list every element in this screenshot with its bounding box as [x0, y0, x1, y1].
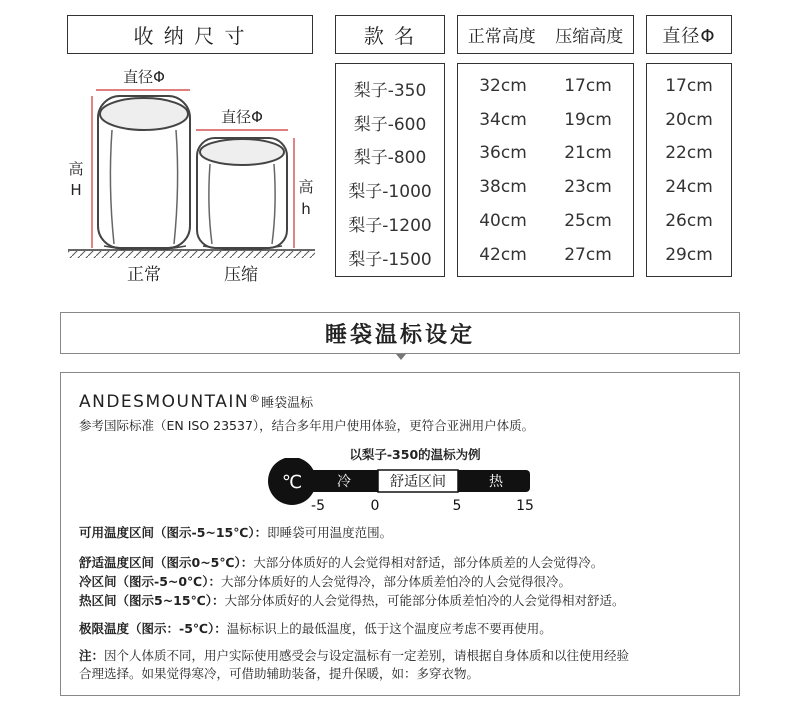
- note-hot-range: [79, 591, 624, 609]
- note-cold-range: [79, 572, 571, 590]
- normal-height-cell: 40cm: [479, 211, 527, 231]
- model-name-cell: 梨子-800: [353, 148, 427, 168]
- note-usable-range: [79, 523, 392, 541]
- note-text: 温标标识上的最低温度，低于这个温度应考虑不要再使用。: [226, 621, 552, 636]
- note-text: 大部分体质好的人会觉得冷，部分体质差怕冷的人会觉得很冷。: [220, 574, 571, 589]
- scale-tick: 5: [452, 498, 462, 514]
- diameter-cell: 29cm: [665, 245, 713, 265]
- height-label-large-cn: 高: [68, 160, 84, 178]
- note-text: 大部分体质好的人会觉得热，可能部分体质差怕冷的人会觉得相对舒适。: [224, 593, 625, 608]
- model-name-cell: 梨子-1500: [348, 250, 432, 270]
- height-label-large-en: H: [70, 181, 82, 199]
- model-name-cell: 梨子-1000: [348, 182, 432, 202]
- footnote-line-1: [79, 646, 629, 664]
- normal-height-cell: 34cm: [479, 110, 527, 130]
- note-limit-temperature: [79, 619, 552, 637]
- model-name-cell: 梨子-600: [353, 115, 427, 135]
- diameter-cell: 26cm: [665, 211, 713, 231]
- note-label: 冷区间（图示-5~0℃）：: [79, 574, 221, 589]
- compressed-height-cell: 19cm: [564, 110, 612, 130]
- model-name-cell: 梨子-350: [353, 81, 427, 101]
- zone-comfort: 舒适区间: [390, 474, 446, 490]
- compression-diagram: [0, 56, 330, 286]
- compressed-height-cell: 23cm: [564, 177, 612, 197]
- model-name-header: [335, 15, 445, 54]
- normal-height-cell: 42cm: [479, 245, 527, 265]
- height-header: [457, 15, 634, 54]
- zone-hot: 热: [489, 474, 503, 490]
- diameter-cell: 20cm: [665, 110, 713, 130]
- compressed-height-cell: 27cm: [564, 245, 612, 265]
- note-label: 极限温度（图示：-5℃）：: [79, 621, 227, 636]
- diameter-cell: 22cm: [665, 143, 713, 163]
- celsius-symbol: ℃: [281, 472, 303, 493]
- brand-suffix: 睡袋温标: [261, 396, 314, 411]
- footnote-line-2: 合理选择。如果觉得寒冷，可借助辅助装备，提升保暖，如：多穿衣物。: [79, 666, 480, 681]
- normal-height-header: 正常高度: [467, 27, 536, 47]
- scale-caption: 以梨子-350的温标为例: [349, 447, 481, 462]
- section-title: 睡袋温标设定: [324, 322, 475, 348]
- storage-size-header: [67, 15, 313, 54]
- diameter-cell: 17cm: [665, 76, 713, 96]
- footnote-text-1: 因个人体质不同，用户实际使用感受会与设定温标有一定差别，请根据自身体质和以往使用经验: [104, 648, 630, 663]
- caption-normal: 正常: [127, 265, 161, 285]
- brand-line: [79, 392, 313, 412]
- diameter-label-large: 直径Φ: [123, 68, 165, 86]
- normal-height-cell: 38cm: [479, 177, 527, 197]
- registered-mark: ®: [249, 392, 261, 405]
- footnote-label: 注：: [79, 648, 105, 663]
- diameter-label-small: 直径Φ: [221, 108, 263, 126]
- compressed-height-cell: 25cm: [564, 211, 612, 231]
- zone-cold: 冷: [337, 474, 351, 490]
- note-text: 即睡袋可用温度范围。: [267, 525, 393, 540]
- normal-height-cell: 36cm: [479, 143, 527, 163]
- section-title-pointer-icon: [396, 354, 406, 360]
- diameter-cell: 24cm: [665, 177, 713, 197]
- height-label-small-en: h: [301, 200, 311, 218]
- scale-tick: 0: [370, 498, 380, 514]
- note-label: 热区间（图示5~15℃）：: [79, 593, 225, 608]
- note-label: 舒适温度区间（图示0~5℃）：: [79, 555, 254, 570]
- compressed-height-cell: 17cm: [564, 76, 612, 96]
- scale-tick: 15: [516, 498, 534, 514]
- temperature-scale: [262, 458, 562, 518]
- compressed-height-cell: 21cm: [564, 143, 612, 163]
- compressed-height-header: 压缩高度: [555, 27, 624, 47]
- scale-tick: -5: [311, 498, 325, 514]
- compressed-bag-icon: [197, 138, 287, 250]
- section-title-bar: [60, 312, 740, 354]
- note-label: 可用温度区间（图示-5~15℃）：: [79, 525, 268, 540]
- normal-height-cell: 32cm: [479, 76, 527, 96]
- diameter-header-text: 直径Φ: [662, 25, 716, 47]
- caption-compressed: 压缩: [224, 265, 258, 285]
- note-comfort-range: [79, 553, 603, 571]
- note-text: 大部分体质好的人会觉得相对舒适，部分体质差的人会觉得冷。: [253, 555, 604, 570]
- model-name-cell: 梨子-1200: [348, 216, 432, 236]
- brand-name: ANDESMOUNTAIN: [79, 392, 250, 412]
- storage-size-header-text: 收 纳 尺 寸: [133, 24, 247, 48]
- height-label-small-cn: 高: [298, 178, 314, 196]
- intro-text: 参考国际标准（EN ISO 23537），结合多年用户使用体验，更符合亚洲用户体质。: [79, 418, 535, 433]
- diameter-header: [646, 15, 732, 54]
- model-name-header-text: 款 名: [363, 24, 417, 48]
- normal-bag-icon: [98, 96, 190, 250]
